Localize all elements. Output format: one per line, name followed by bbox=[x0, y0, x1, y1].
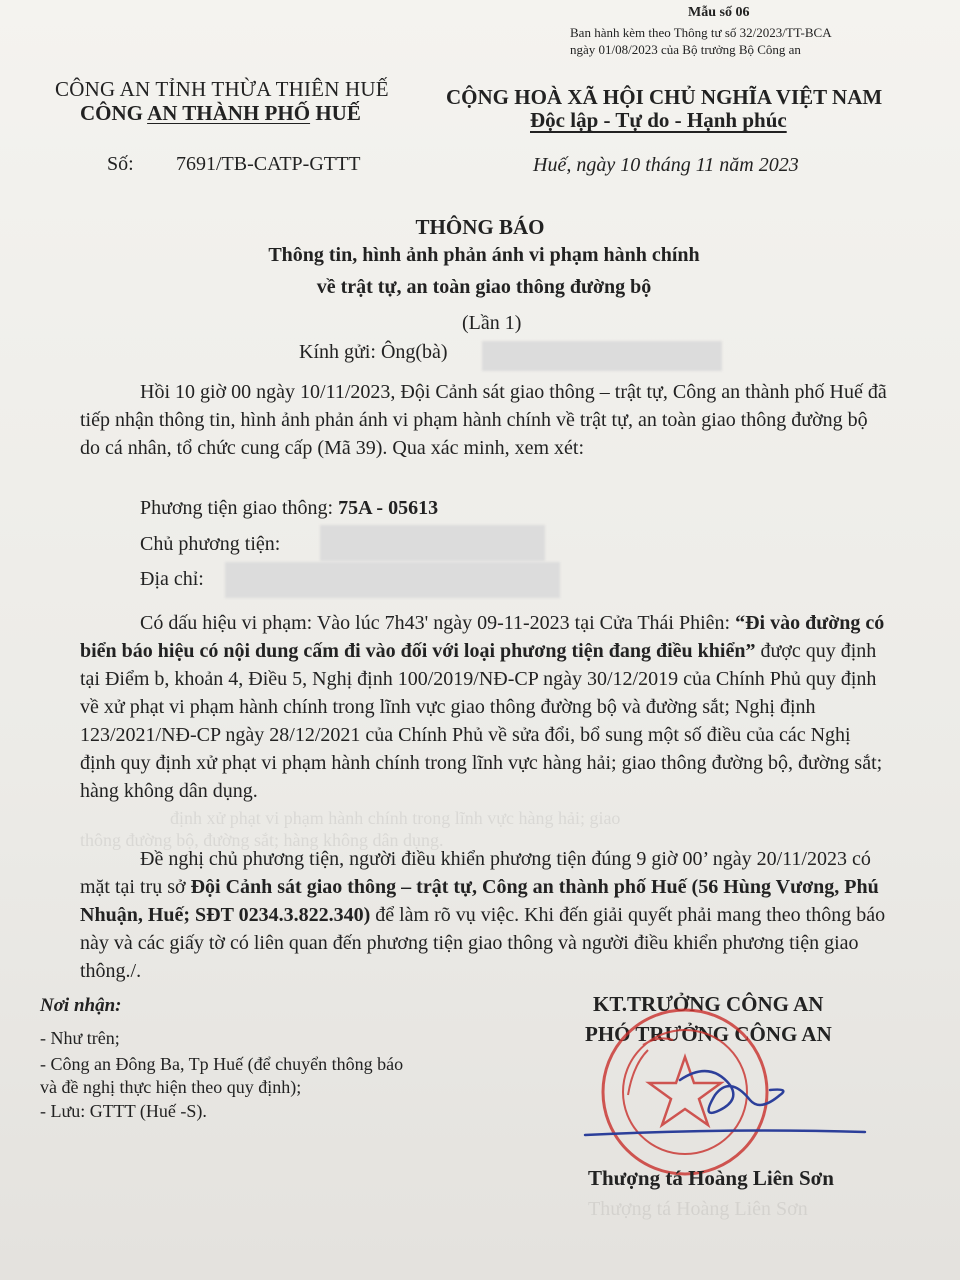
issuing-agency bbox=[80, 101, 361, 126]
bleed-through-text: Thượng tá Hoàng Liên Sơn bbox=[588, 1198, 808, 1220]
signature-authority-line-1: KT.TRƯỞNG CÔNG AN bbox=[593, 992, 824, 1016]
request-rest: để làm rõ vụ việc. Khi đến giải quyết phải mang theo thông báo này và các giấy tờ có liên quan đến phương tiện giao thông và người điều khiển phương tiện giao thông./. bbox=[80, 904, 886, 982]
recipient-item: - Công an Đông Ba, Tp Huế (để chuyển thông báo bbox=[40, 1054, 404, 1074]
redacted-recipient-name bbox=[482, 341, 722, 371]
redacted-address bbox=[225, 562, 560, 598]
police-office: Đội Cảnh sát giao thông – trật tự, Công an thành phố Huế (56 Hùng Vương, Phú Nhuận, Huế; SĐT 0234.3.822.340) bbox=[80, 876, 879, 926]
recipient-item: - Như trên; bbox=[40, 1028, 120, 1048]
violation-paragraph bbox=[80, 609, 890, 805]
form-number: Mẫu số 06 bbox=[688, 5, 750, 20]
form-reference-line-1: Ban hành kèm theo Thông tư số 32/2023/TT-BCA bbox=[570, 25, 832, 40]
recipient-item: và đề nghị thực hiện theo quy định); bbox=[40, 1077, 302, 1097]
agency-name-part-3: HUẾ bbox=[310, 101, 361, 125]
document-number: 7691/TB-CATP-GTTT bbox=[176, 153, 361, 175]
license-plate: 75A - 05613 bbox=[338, 497, 439, 519]
recipients-title: Nơi nhận: bbox=[40, 995, 122, 1016]
violation-legal-basis: được quy định tại Điểm b, khoản 4, Điều 5, Nghị định 100/2019/NĐ-CP ngày 30/12/2019 của Chính Phủ quy định về xử phạt vi phạm hành chính trong lĩnh vực giao thông đường bộ và đường sắt; Nghị định 123/2021/NĐ-CP ngày 28/12/2021 của Chính Phủ về sửa đổi, bổ sung một số điều của các Nghị định quy định xử phạt vi phạm hành chính trong lĩnh vực hàng hải; giao thông đường bộ, đường sắt; hàng không dân dụng. bbox=[80, 640, 883, 802]
document-number-label: Số: bbox=[107, 153, 134, 175]
handwritten-signature bbox=[580, 1040, 870, 1150]
bleed-through-text: thông đường bộ, đường sắt; hàng không dân dụng. bbox=[80, 830, 444, 850]
agency-name-part-1: CÔNG bbox=[80, 101, 148, 125]
request-lead: Đề nghị chủ phương tiện, người điều khiển phương tiện đúng 9 giờ 00’ ngày 20/11/2023 có mặt tại trụ sở bbox=[80, 848, 871, 898]
place-and-date: Huế, ngày 10 tháng 11 năm 2023 bbox=[533, 154, 799, 176]
document-subtitle-line-1: Thông tin, hình ảnh phản ánh vi phạm hành chính bbox=[268, 244, 700, 266]
greeting: Kính gửi: Ông(bà) bbox=[299, 341, 448, 363]
vehicle-label: Phương tiện giao thông: bbox=[140, 497, 339, 519]
intro-text: Hồi 10 giờ 00 ngày 10/11/2023, Đội Cảnh sát giao thông – trật tự, Công an thành phố Huế đã tiếp nhận thông tin, hình ảnh phản ánh vi phạm hành chính về trật tự, an toàn giao thông đường bộ do cá nhân, tổ chức cung cấp (Mã 39). Qua xác minh, xem xét: bbox=[80, 381, 887, 459]
document-title: THÔNG BÁO bbox=[415, 215, 545, 239]
bleed-through-text: định xử phạt vi phạm hành chính trong lĩnh vực hàng hải; giao bbox=[170, 808, 621, 828]
owner-label: Chủ phương tiện: bbox=[140, 533, 281, 555]
notice-edition: (Lần 1) bbox=[462, 312, 522, 334]
vehicle-field bbox=[140, 497, 438, 520]
national-motto: Độc lập - Tự do - Hạnh phúc bbox=[530, 108, 787, 132]
document-subtitle-line-2: về trật tự, an toàn giao thông đường bộ bbox=[316, 276, 652, 298]
redacted-owner-name bbox=[320, 525, 545, 561]
signature-authority-line-2: PHÓ TRƯỞNG CÔNG AN bbox=[585, 1022, 832, 1046]
request-paragraph bbox=[80, 845, 890, 985]
national-title: CỘNG HOÀ XÃ HỘI CHỦ NGHĨA VIỆT NAM bbox=[446, 85, 883, 109]
signer-name: Thượng tá Hoàng Liên Sơn bbox=[588, 1166, 834, 1190]
recipient-item: - Lưu: GTTT (Huế -S). bbox=[40, 1101, 207, 1121]
agency-name-part-2: AN THÀNH PHỐ bbox=[147, 101, 311, 125]
parent-agency: CÔNG AN TỈNH THỪA THIÊN HUẾ bbox=[55, 77, 389, 101]
address-label: Địa chỉ: bbox=[140, 568, 204, 590]
violation-lead: Có dấu hiệu vi phạm: Vào lúc 7h43' ngày 09-11-2023 tại Cửa Thái Phiên: bbox=[140, 612, 736, 634]
form-reference-line-2: ngày 01/08/2023 của Bộ trưởng Bộ Công an bbox=[570, 42, 801, 57]
intro-paragraph bbox=[80, 378, 890, 462]
violation-offense: “Đi vào đường có biển báo hiệu có nội dung cấm đi vào đối với loại phương tiện đang điều khiển” bbox=[80, 612, 885, 662]
